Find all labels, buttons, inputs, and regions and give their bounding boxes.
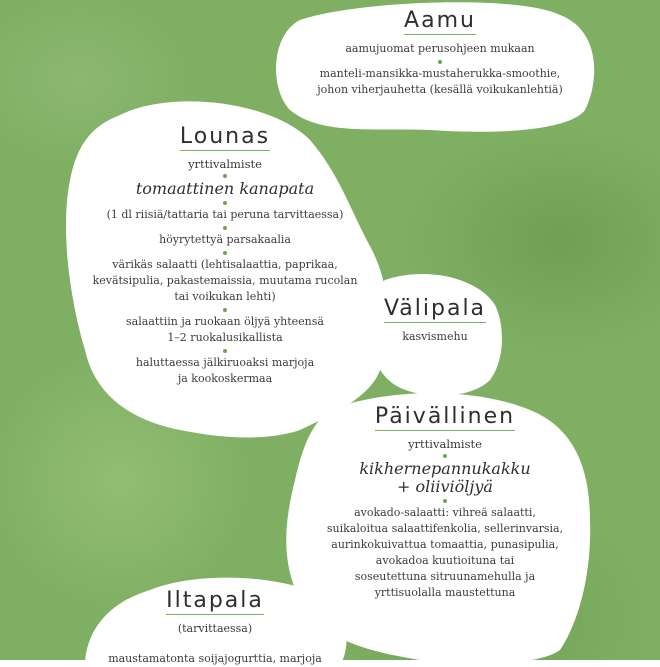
paivallinen-item: suikaloitua salaattifenkolia, sellerinvarsia,	[326, 522, 564, 535]
paivallinen-item: avokadoa kuutioituna tai	[375, 554, 515, 567]
bullet-dot	[223, 308, 227, 312]
lounas-item: salaattiin ja ruokaan öljyä yhteensä	[126, 315, 324, 328]
iltapala-section	[100, 588, 330, 667]
bullet-dot	[223, 226, 227, 230]
iltapala-item: maustamatonta soijajogurttia, marjoja	[108, 652, 322, 665]
bullet-dot	[223, 349, 227, 353]
lounas-item: 1–2 ruokalusikallista	[167, 331, 283, 344]
bullet-dot	[223, 174, 227, 178]
paivallinen-item: yrttisuolalla maustettuna	[374, 586, 516, 599]
bullet-dot	[438, 60, 442, 64]
lounas-section	[90, 124, 360, 387]
iltapala-sub: (tarvittaessa)	[177, 622, 253, 635]
lounas-item: haluttaessa jälkiruoaksi marjoja	[135, 356, 315, 369]
paivallinen-main-extra: + oliiviöljyä	[397, 477, 493, 496]
valipala-title: Välipala	[383, 296, 487, 321]
lounas-main-dish: tomaattinen kanapata	[135, 179, 315, 198]
lounas-item: kevätsipulia, pakastemaissia, muutama rucolan	[92, 274, 358, 287]
lounas-title: Lounas	[179, 124, 271, 149]
lounas-sub: yrttivalmiste	[188, 157, 262, 171]
aamu-item: aamujuomat perusohjeen mukaan	[345, 42, 535, 55]
paivallinen-title: Päivällinen	[374, 404, 516, 429]
bullet-dot	[223, 201, 227, 205]
aamu-title: Aamu	[404, 8, 476, 33]
aamu-item: manteli-mansikka-mustaherukka-smoothie,	[319, 67, 561, 80]
lounas-item: höyrytettyä parsakaalia	[159, 233, 291, 246]
valipala-section	[375, 296, 495, 345]
paivallinen-item: avokado-salaatti: vihreä salaatti,	[354, 506, 536, 519]
bullet-dot	[223, 251, 227, 255]
lounas-item: tai voikukan lehti)	[174, 290, 276, 303]
paivallinen-sub: yrttivalmiste	[408, 437, 482, 451]
aamu-item: johon viherjauhetta (kesällä voikukanlehtiä)	[317, 83, 563, 96]
bullet-dot	[443, 499, 447, 503]
lounas-item: värikäs salaatti (lehtisalaattia, paprikaa,	[112, 258, 338, 271]
valipala-item: kasvismehu	[402, 330, 468, 343]
iltapala-title: Iltapala	[166, 588, 264, 613]
paivallinen-item: soseutettuna sitruunamehulla ja	[354, 570, 536, 583]
bullet-dot	[443, 454, 447, 458]
aamu-section	[300, 8, 580, 98]
lounas-item: (1 dl riisiä/tattaria tai peruna tarvittaessa)	[106, 208, 344, 221]
paivallinen-item: aurinkokuivattua tomaattia, punasipulia,	[331, 538, 559, 551]
paivallinen-main-dish: kikhernepannukakku	[359, 459, 531, 478]
paivallinen-section	[310, 404, 580, 601]
lounas-item: ja kookoskermaa	[177, 372, 273, 385]
